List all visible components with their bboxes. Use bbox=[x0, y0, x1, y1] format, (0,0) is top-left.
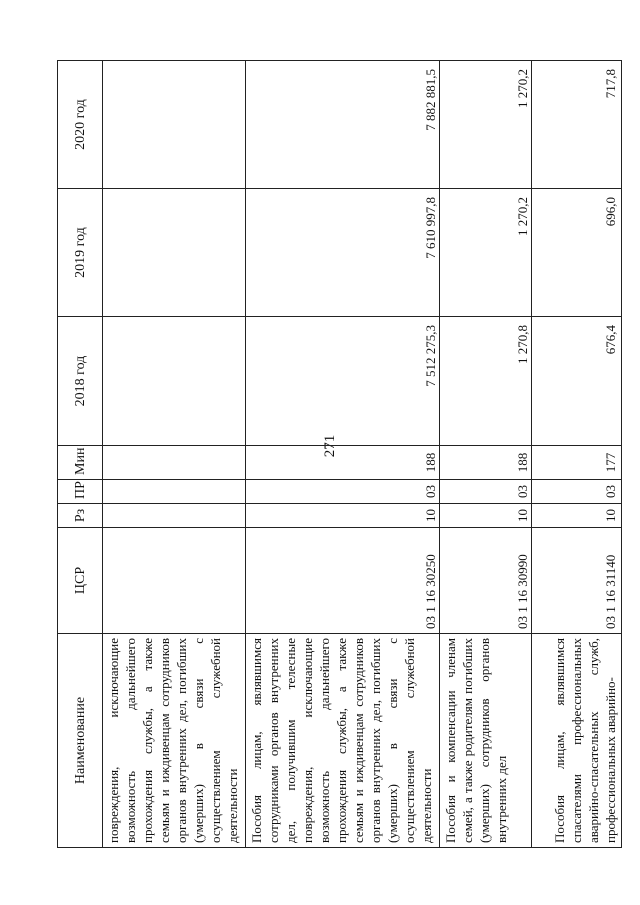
row-pr: 03 bbox=[440, 480, 532, 504]
table-row bbox=[246, 61, 440, 848]
row-2018 bbox=[103, 317, 246, 446]
rotated-table-wrapper bbox=[57, 61, 618, 848]
header-row bbox=[58, 61, 103, 848]
row-min: 188 bbox=[246, 446, 440, 480]
header-2018: 2018 год bbox=[58, 317, 103, 446]
row-2019 bbox=[103, 189, 246, 317]
row-2018: 1 270,8 bbox=[440, 317, 532, 446]
header-name: Наименование bbox=[58, 634, 103, 848]
row-pr: 03 bbox=[246, 480, 440, 504]
row-2019: 1 270,2 bbox=[440, 189, 532, 317]
row-csr: 03 1 16 30990 bbox=[440, 528, 532, 634]
row-2020 bbox=[103, 61, 246, 189]
row-name: Пособия лицам, являвшимся спасателями профессиональных аварийно-спасательных служб, профессиональных аварийно- bbox=[532, 634, 622, 848]
row-min bbox=[103, 446, 246, 480]
row-2020: 7 882 881,5 bbox=[246, 61, 440, 189]
header-pr: ПР bbox=[58, 480, 103, 504]
row-name: Пособия и компенсации членам семей, а также родителям погибших (умерших) сотрудников органов внутренних дел bbox=[440, 634, 532, 848]
row-csr: 03 1 16 30250 bbox=[246, 528, 440, 634]
row-min: 188 bbox=[440, 446, 532, 480]
row-name: повреждения, исключающие возможность дальнейшего прохождения службы, а также семьям и иждивенцам сотрудников органов внутренних дел, погибших (умерших) в связи с осуществлением служебной деятельности bbox=[103, 634, 246, 848]
header-2019: 2019 год bbox=[58, 189, 103, 317]
header-min: Мин bbox=[58, 446, 103, 480]
row-min: 177 bbox=[532, 446, 622, 480]
row-2019: 7 610 997,8 bbox=[246, 189, 440, 317]
header-csr: ЦСР bbox=[58, 528, 103, 634]
row-pr bbox=[103, 480, 246, 504]
row-2019: 696,0 bbox=[532, 189, 622, 317]
row-2020: 1 270,2 bbox=[440, 61, 532, 189]
row-2018: 676,4 bbox=[532, 317, 622, 446]
table-row bbox=[532, 61, 622, 848]
row-csr bbox=[103, 528, 246, 634]
budget-table bbox=[57, 60, 622, 848]
row-name: Пособия лицам, являвшимся сотрудниками органов внутренних дел, получившим телесные повреждения, исключающие возможность дальнейшего прохождения службы, а также семьям и иждивенцам сотрудников органов внутренних дел, погибших (умерших) в связи с осуществлением служебной деятельности bbox=[246, 634, 440, 848]
header-rz: Рз bbox=[58, 504, 103, 528]
row-rz: 10 bbox=[246, 504, 440, 528]
table-row bbox=[440, 61, 532, 848]
row-rz: 10 bbox=[532, 504, 622, 528]
table-row bbox=[103, 61, 246, 848]
header-2020: 2020 год bbox=[58, 61, 103, 189]
page-number: 271 bbox=[322, 434, 338, 458]
row-2020: 717,8 bbox=[532, 61, 622, 189]
row-2018: 7 512 275,3 bbox=[246, 317, 440, 446]
row-csr: 03 1 16 31140 bbox=[532, 528, 622, 634]
row-rz: 10 bbox=[440, 504, 532, 528]
row-pr: 03 bbox=[532, 480, 622, 504]
row-rz bbox=[103, 504, 246, 528]
